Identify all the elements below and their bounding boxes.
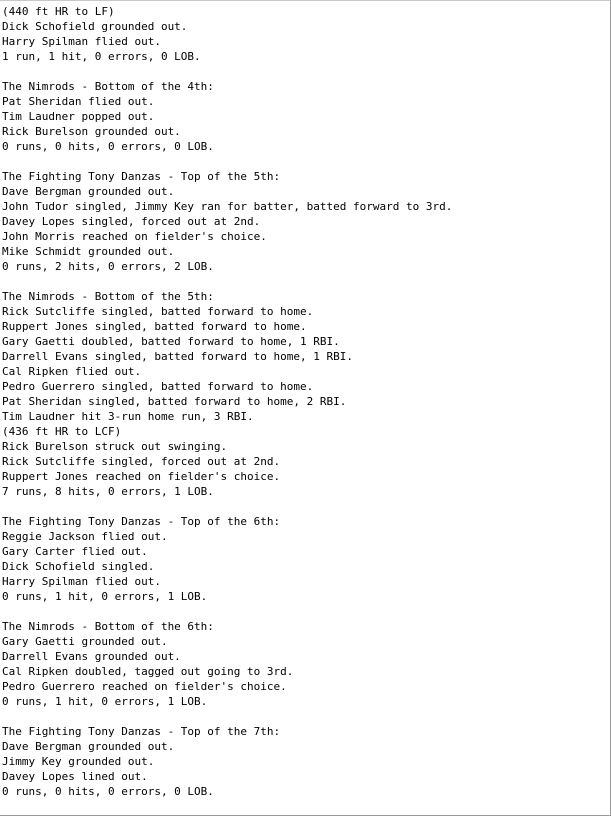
blank-line bbox=[2, 709, 604, 724]
log-line: Cal Ripken flied out. bbox=[2, 365, 142, 378]
log-line: Mike Schmidt grounded out. bbox=[2, 245, 175, 258]
log-line: Davey Lopes singled, forced out at 2nd. bbox=[2, 215, 261, 228]
log-line: 1 run, 1 hit, 0 errors, 0 LOB. bbox=[2, 50, 201, 63]
log-line: Gary Gaetti grounded out. bbox=[2, 635, 168, 648]
log-line: Gary Gaetti doubled, batted forward to home, 1 RBI. bbox=[2, 335, 340, 348]
log-line: Ruppert Jones reached on fielder's choice. bbox=[2, 470, 281, 483]
log-line: Darrell Evans grounded out. bbox=[2, 650, 181, 663]
log-line: Davey Lopes lined out. bbox=[2, 770, 148, 783]
log-line: Rick Burelson grounded out. bbox=[2, 125, 181, 138]
log-line: Tim Laudner hit 3-run home run, 3 RBI. bbox=[2, 410, 254, 423]
log-line: Rick Sutcliffe singled, forced out at 2nd. bbox=[2, 455, 281, 468]
log-line: Jimmy Key grounded out. bbox=[2, 755, 155, 768]
log-line: Pat Sheridan singled, batted forward to home, 2 RBI. bbox=[2, 395, 347, 408]
log-line: Darrell Evans singled, batted forward to home, 1 RBI. bbox=[2, 350, 353, 363]
log-line: The Nimrods - Bottom of the 4th: bbox=[2, 80, 214, 93]
log-line: Gary Carter flied out. bbox=[2, 545, 148, 558]
log-line: Pedro Guerrero singled, batted forward to home. bbox=[2, 380, 314, 393]
log-line: The Fighting Tony Danzas - Top of the 5th: bbox=[2, 170, 281, 183]
log-line: Pedro Guerrero reached on fielder's choice. bbox=[2, 680, 287, 693]
blank-line bbox=[2, 499, 604, 514]
log-line: The Nimrods - Bottom of the 5th: bbox=[2, 290, 214, 303]
log-line: Rick Burelson struck out swinging. bbox=[2, 440, 228, 453]
log-line: Dick Schofield grounded out. bbox=[2, 20, 188, 33]
log-line: The Fighting Tony Danzas - Top of the 6th: bbox=[2, 515, 281, 528]
blank-line bbox=[2, 604, 604, 619]
log-line: Ruppert Jones singled, batted forward to home. bbox=[2, 320, 307, 333]
log-line: John Morris reached on fielder's choice. bbox=[2, 230, 267, 243]
log-line: The Nimrods - Bottom of the 6th: bbox=[2, 620, 214, 633]
log-line: 0 runs, 1 hit, 0 errors, 1 LOB. bbox=[2, 695, 208, 708]
log-line: John Tudor singled, Jimmy Key ran for batter, batted forward to 3rd. bbox=[2, 200, 453, 213]
blank-line bbox=[2, 154, 604, 169]
log-line: Dave Bergman grounded out. bbox=[2, 740, 175, 753]
log-line: 0 runs, 1 hit, 0 errors, 1 LOB. bbox=[2, 590, 208, 603]
log-line: Pat Sheridan flied out. bbox=[2, 95, 155, 108]
log-line: Reggie Jackson flied out. bbox=[2, 530, 168, 543]
log-line: Cal Ripken doubled, tagged out going to 3rd. bbox=[2, 665, 294, 678]
log-line: Harry Spilman flied out. bbox=[2, 575, 161, 588]
log-line: Tim Laudner popped out. bbox=[2, 110, 155, 123]
log-line: 0 runs, 0 hits, 0 errors, 0 LOB. bbox=[2, 785, 214, 798]
blank-line bbox=[2, 274, 604, 289]
log-line: (440 ft HR to LF) bbox=[2, 5, 115, 18]
log-line: 0 runs, 2 hits, 0 errors, 2 LOB. bbox=[2, 260, 214, 273]
log-line: 0 runs, 0 hits, 0 errors, 0 LOB. bbox=[2, 140, 214, 153]
log-line: (436 ft HR to LCF) bbox=[2, 425, 122, 438]
blank-line bbox=[2, 64, 604, 79]
log-line: 7 runs, 8 hits, 0 errors, 1 LOB. bbox=[2, 485, 214, 498]
log-line: The Fighting Tony Danzas - Top of the 7th: bbox=[2, 725, 281, 738]
log-line: Harry Spilman flied out. bbox=[2, 35, 161, 48]
log-line: Dave Bergman grounded out. bbox=[2, 185, 175, 198]
log-line: Rick Sutcliffe singled, batted forward to home. bbox=[2, 305, 314, 318]
play-by-play-log bbox=[2, 4, 604, 799]
log-line: Dick Schofield singled. bbox=[2, 560, 155, 573]
